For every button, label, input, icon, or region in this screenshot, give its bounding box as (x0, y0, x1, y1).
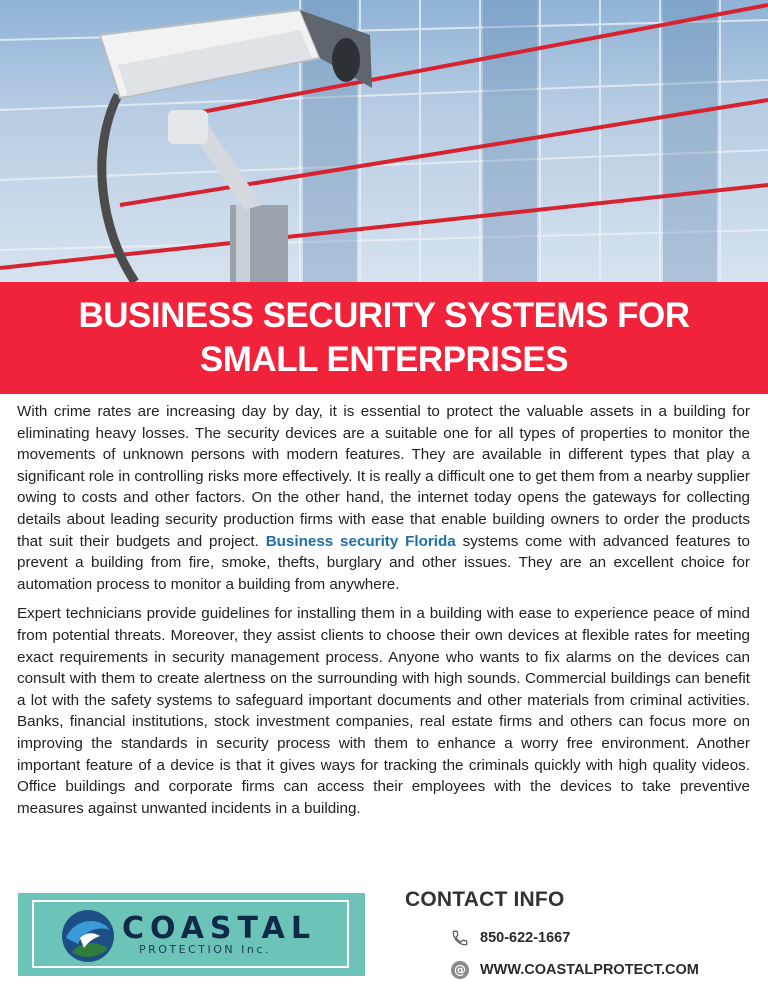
business-security-florida-link[interactable]: Business security Florida (265, 532, 456, 550)
article-body (17, 401, 750, 827)
contact-info-heading: CONTACT INFO (405, 888, 565, 911)
contact-phone-number[interactable]: 850-622-1667 (480, 930, 571, 946)
hero-image (0, 0, 768, 282)
paragraph-1-text-end: systems come with advanced features to prevent a building from fire, smoke, thefts, burglary and other issues. They are an excellent choice for automation process to monitor a building from anywhere. (17, 532, 750, 593)
paragraph-1-text-start: With crime rates are increasing day by day, it is essential to protect the valuable assets in a building for eliminating heavy losses. The security devices are a suitable one for all types of properties to monitor the movements of unknown persons with modern features. They are available in different types that play a significant role in controlling risks more effectively. It is really a difficult one to get them from a nearby supplier owing to costs and other factors. On the other hand, the internet today opens the gateways for collecting details about leading security production firms with ease that enable building owners to order the products that suit their budgets and project. (17, 403, 750, 550)
paragraph-2: Expert technicians provide guidelines for installing them in a building with ease to experience peace of mind from potential threats. Moreover, they assist clients to choose their own devices at flexible rates for meeting exact requirements in security management process. Anyone who wants to fix alarms on the devices can consult with them to create alertness on the surrounding with high sounds. Commercial buildings can benefit a lot with the safety systems to safeguard important documents and other materials from criminal activities. Banks, financial institutions, stock investment companies, real estate firms and others can focus more on improving the standards in security process with them to enhance a worry free environment. Another important feature of a device is that it gives ways for tracking the criminals quickly with high quality videos. Office buildings and corporate firms can access their employees with the devices to take preventive measures against unwanted incidents in a building. (17, 605, 750, 817)
company-logo (18, 893, 365, 976)
page-title-line-1: BUSINESS SECURITY SYSTEMS FOR (78, 296, 690, 335)
logo-subtitle: PROTECTION Inc. (139, 943, 271, 956)
page-title-line-2: SMALL ENTERPRISES (199, 340, 569, 379)
logo-wordmark: COASTAL (122, 911, 317, 946)
contact-website-row[interactable] (450, 960, 699, 980)
paragraph-1 (17, 401, 750, 595)
contact-phone-row[interactable] (450, 928, 570, 948)
security-camera-illustration (0, 0, 768, 282)
contact-website-link[interactable]: WWW.COASTALPROTECT.COM (480, 962, 699, 978)
wave-globe-icon (60, 908, 116, 964)
phone-icon (450, 928, 470, 948)
title-banner (0, 282, 768, 394)
logo-frame (32, 900, 349, 968)
at-icon: @ (450, 960, 470, 980)
